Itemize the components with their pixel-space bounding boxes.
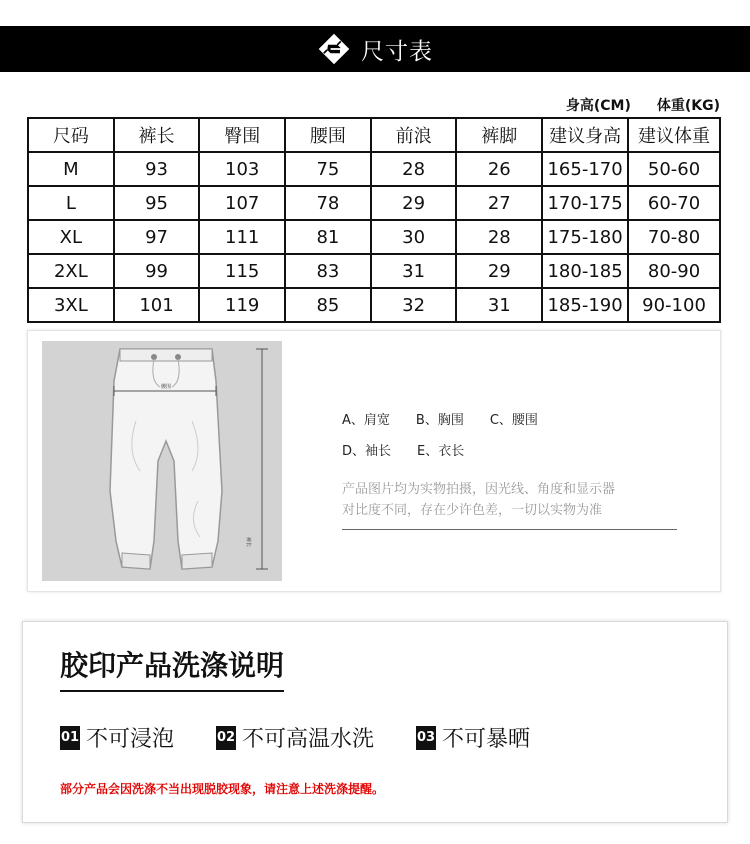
table-row	[28, 220, 720, 254]
pants-illustration	[42, 341, 282, 581]
table-cell: 50-60	[628, 152, 720, 186]
table-cell: 170-175	[542, 186, 628, 220]
care-items	[60, 722, 572, 753]
legend-item: A、肩宽	[342, 413, 390, 428]
table-cell: 97	[114, 220, 200, 254]
page-title: 尺寸表	[361, 38, 433, 65]
table-cell: 95	[114, 186, 200, 220]
table-cell: 85	[285, 288, 371, 322]
col-header: 建议身高	[542, 118, 628, 152]
col-header: 裤脚	[456, 118, 542, 152]
care-item-label: 不可高温水洗	[242, 727, 375, 752]
table-cell: 70-80	[628, 220, 720, 254]
table-row	[28, 186, 720, 220]
table-cell: 60-70	[628, 186, 720, 220]
table-cell: 29	[456, 254, 542, 288]
table-cell: 83	[285, 254, 371, 288]
care-warning: 部分产品会因洗涤不当出现脱胶现象，请注意上述洗涤提醒。	[60, 782, 385, 796]
color-disclaimer	[342, 479, 677, 530]
note-line: 对比度不同，存在少许色差，一切以实物为准	[342, 503, 603, 518]
table-cell: 78	[285, 186, 371, 220]
legend-item: D、袖长	[342, 444, 392, 459]
care-item	[416, 722, 530, 753]
table-cell: 93	[114, 152, 200, 186]
care-item-label: 不可暴晒	[442, 727, 531, 752]
legend-item: C、腰围	[489, 413, 538, 428]
table-header-row	[28, 118, 720, 152]
height-unit-label: 身高(CM)	[565, 98, 631, 114]
table-row	[28, 288, 720, 322]
table-cell: 27	[456, 186, 542, 220]
table-cell: 107	[199, 186, 285, 220]
care-number-badge: 02	[216, 726, 236, 750]
table-cell: 119	[199, 288, 285, 322]
col-header: 建议体重	[628, 118, 720, 152]
table-cell: L	[28, 186, 114, 220]
table-cell: XL	[28, 220, 114, 254]
table-cell: 75	[285, 152, 371, 186]
col-header: 臀围	[199, 118, 285, 152]
table-cell: 103	[199, 152, 285, 186]
table-cell: 115	[199, 254, 285, 288]
table-cell: 175-180	[542, 220, 628, 254]
table-cell: 80-90	[628, 254, 720, 288]
table-cell: 26	[456, 152, 542, 186]
header-bar	[0, 26, 750, 72]
table-cell: 165-170	[542, 152, 628, 186]
table-cell: 31	[371, 254, 457, 288]
table-cell: 32	[371, 288, 457, 322]
length-measure-label: 裤长	[245, 537, 251, 548]
table-cell: 180-185	[542, 254, 628, 288]
table-cell: 81	[285, 220, 371, 254]
unit-labels	[566, 95, 720, 115]
measurement-legend	[342, 409, 564, 471]
table-cell: 28	[456, 220, 542, 254]
size-table	[27, 117, 721, 323]
table-cell: 185-190	[542, 288, 628, 322]
table-cell: 31	[456, 288, 542, 322]
table-row	[28, 152, 720, 186]
table-cell: 99	[114, 254, 200, 288]
care-item	[60, 722, 174, 753]
col-header: 尺码	[28, 118, 114, 152]
col-header: 裤长	[114, 118, 200, 152]
pants-diagram	[42, 341, 282, 581]
care-title: 胶印产品洗涤说明	[60, 644, 284, 692]
table-cell: M	[28, 152, 114, 186]
table-row	[28, 254, 720, 288]
table-cell: 29	[371, 186, 457, 220]
note-line: 产品图片均为实物拍摄，因光线、角度和显示器	[342, 482, 616, 497]
care-item-label: 不可浸泡	[86, 727, 175, 752]
care-number-badge: 03	[416, 726, 436, 750]
table-cell: 111	[199, 220, 285, 254]
legend-item: E、衣长	[417, 444, 465, 459]
care-item	[216, 722, 374, 753]
measurement-diagram-panel	[27, 330, 721, 592]
legend-item: B、胸围	[415, 413, 464, 428]
table-cell: 101	[114, 288, 200, 322]
table-cell: 30	[371, 220, 457, 254]
table-cell: 3XL	[28, 288, 114, 322]
col-header: 前浪	[371, 118, 457, 152]
weight-unit-label: 体重(KG)	[656, 98, 720, 114]
table-cell: 2XL	[28, 254, 114, 288]
col-header: 腰围	[285, 118, 371, 152]
waist-measure-label: 腰围	[160, 384, 172, 390]
table-cell: 28	[371, 152, 457, 186]
table-cell: 90-100	[628, 288, 720, 322]
brand-s-logo-icon	[317, 32, 351, 66]
care-instructions-panel	[22, 621, 728, 823]
care-number-badge: 01	[60, 726, 80, 750]
